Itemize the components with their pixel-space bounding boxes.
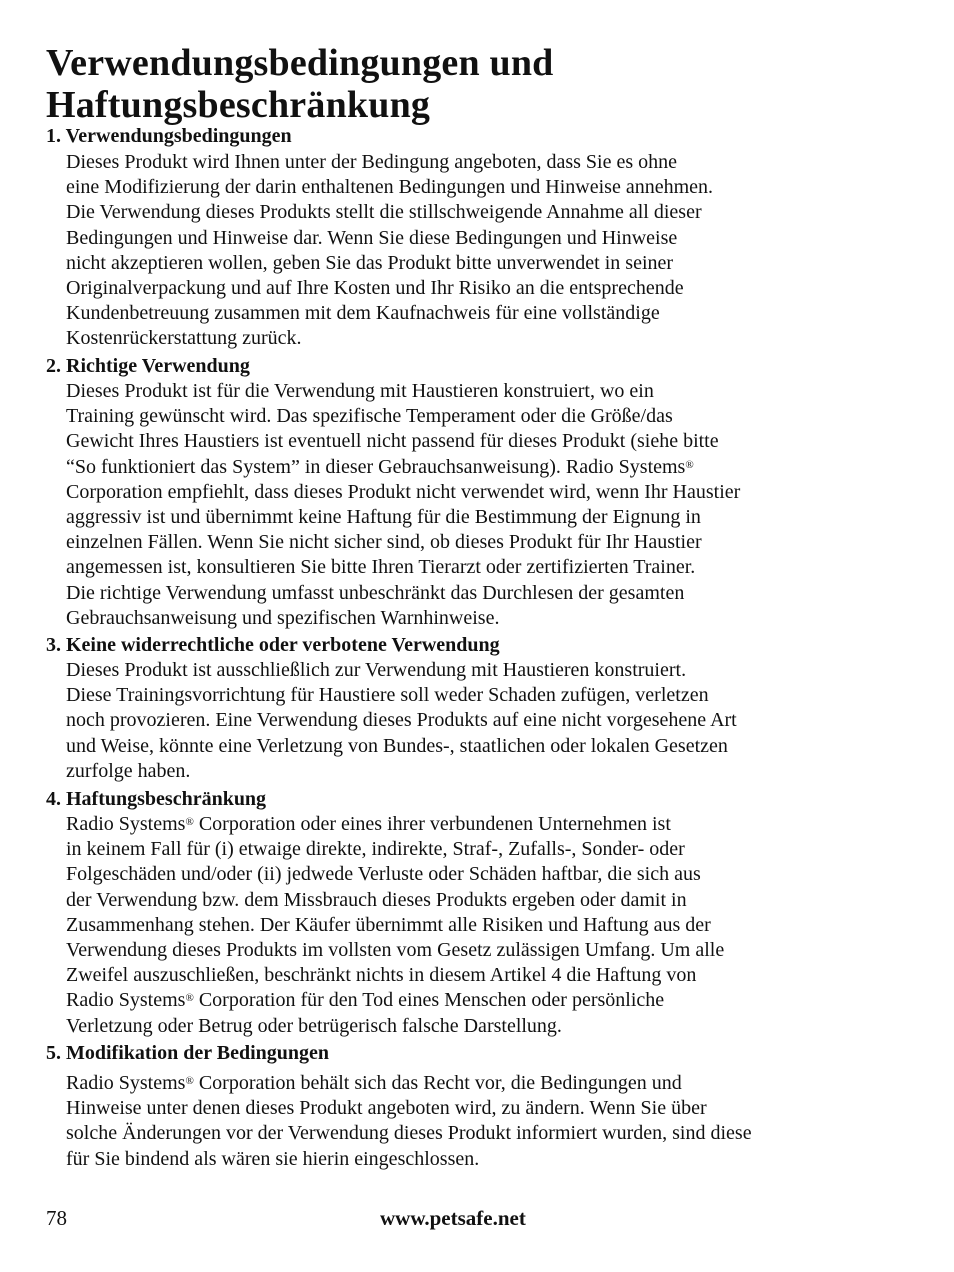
section-3-line: noch provozieren. Eine Verwendung dieses Produkts auf eine nicht vorgesehene Art [66,709,737,732]
section-2-line: Die richtige Verwendung umfasst unbeschränkt das Durchlesen der gesamten [66,581,685,604]
section-4-line: in keinem Fall für (i) etwaige direkte, indirekte, Straf-, Zufalls-, Sonder- oder [66,838,685,861]
section-3-line: Diese Trainingsvorrichtung für Haustiere soll weder Schaden zufügen, verletzen [66,684,709,707]
section-4-line: Zusammenhang stehen. Der Käufer übernimmt alle Risiken und Haftung aus der [66,913,711,936]
company-name: Radio Systems [66,989,186,1012]
section-1-body [66,150,713,352]
registered-mark: ® [185,816,194,828]
section-2-line: Gewicht Ihres Haustiers ist eventuell nicht passend für dieses Produkt (siehe bitte [66,430,719,453]
website-link[interactable]: www.petsafe.net [380,1206,526,1230]
registered-mark: ® [685,458,694,471]
section-1-line: Kundenbetreuung zusammen mit dem Kaufnachweis für eine vollständige [66,302,660,325]
section-5-body [66,1071,752,1172]
section-4-line: Folgeschäden und/oder (ii) jedwede Verluste oder Schäden haftbar, die sich aus [66,863,701,886]
section-5-line: Hinweise unter denen dieses Produkt angeboten wird, zu ändern. Wenn Sie über [66,1097,707,1120]
section-4-line: Zweifel auszuschließen, beschränkt nichts in diesem Artikel 4 die Haftung von [66,964,697,987]
page-number: 78 [46,1206,67,1230]
section-5-line-text: Corporation behält sich das Recht vor, die Bedingungen und [193,1072,682,1094]
section-2-line: Training gewünscht wird. Das spezifische Temperament oder die Größe/das [66,405,673,428]
section-5-line: solche Änderungen vor der Verwendung dieses Produkt informiert wurden, sind diese [66,1122,752,1145]
page-title-line-1: Verwendungsbedingungen und [46,42,554,84]
section-3-heading: 3. Keine widerrechtliche oder verbotene Verwendung [46,634,500,656]
section-1-line: Originalverpackung und auf Ihre Kosten und Ihr Risiko an die entsprechende [66,277,684,300]
section-5-line: für Sie bindend als wären sie hierin eingeschlossen. [66,1147,480,1170]
section-4-line [66,988,724,1013]
section-4-line: der Verwendung bzw. dem Missbrauch dieses Produkts ergeben oder damit in [66,888,687,911]
section-4-body [66,812,724,1039]
section-4-line-text: Corporation für den Tod eines Menschen oder persönliche [193,989,665,1012]
section-4-line: Verletzung oder Betrug oder betrügerisch falsche Darstellung. [66,1014,562,1037]
section-1-line: Kostenrückerstattung zurück. [66,327,302,350]
company-name: Radio Systems [66,1072,186,1094]
section-2-heading: 2. Richtige Verwendung [46,355,250,377]
section-4-line-text: Corporation oder eines ihrer verbundenen Unternehmen ist [193,813,671,835]
section-1-line: Bedingungen und Hinweise dar. Wenn Sie diese Bedingungen und Hinweise [66,226,678,249]
registered-mark: ® [185,1075,194,1087]
section-2-line-text: “So funktioniert das System” in dieser Gebrauchsanweisung). Radio Systems [66,455,686,478]
section-1-line: nicht akzeptieren wollen, geben Sie das Produkt bitte unverwendet in seiner [66,251,674,274]
section-4-line: Verwendung dieses Produkts im vollsten vom Gesetz zulässigen Umfang. Um alle [66,939,725,962]
section-4-heading: 4. Haftungsbeschränkung [46,788,267,810]
section-1-line: Dieses Produkt wird Ihnen unter der Bedingung angeboten, dass Sie es ohne [66,151,677,173]
section-1-line: eine Modifizierung der darin enthaltenen Bedingungen und Hinweise annehmen. [66,176,714,199]
section-3-line: und Weise, könnte eine Verletzung von Bundes-, staatlichen oder lokalen Gesetzen [66,734,728,757]
company-name: Radio Systems [66,813,186,835]
page-title-line-2: Haftungsbeschränkung [46,84,431,126]
section-5-heading: 5. Modifikation der Bedingungen [46,1042,330,1064]
section-5-line [66,1071,752,1096]
section-1-line: Die Verwendung dieses Produkts stellt die stillschweigende Annahme all dieser [66,201,702,224]
section-2-body [66,379,740,631]
section-2-line [66,455,740,480]
section-2-line: Dieses Produkt ist für die Verwendung mit Haustieren konstruiert, wo ein [66,380,654,402]
section-2-line: Gebrauchsanweisung und spezifischen Warnhinweise. [66,606,500,629]
page-title [46,42,906,126]
section-3-line: Dieses Produkt ist ausschließlich zur Verwendung mit Haustieren konstruiert. [66,659,687,681]
section-2-line: einzelnen Fällen. Wenn Sie nicht sicher sind, ob dieses Produkt für Ihr Haustier [66,531,702,554]
section-1-heading: 1. Verwendungsbedingungen [46,125,292,147]
registered-mark: ® [185,992,194,1005]
section-2-line: angemessen ist, konsultieren Sie bitte Ihren Tierarzt oder zertifizierten Trainer. [66,556,696,579]
section-2-line: aggressiv ist und übernimmt keine Haftung für die Bestimmung der Eignung in [66,506,701,529]
section-3-line: zurfolge haben. [66,759,191,782]
section-3-body [66,658,737,784]
section-2-line: Corporation empfiehlt, dass dieses Produkt nicht verwendet wird, wenn Ihr Haustier [66,480,741,503]
section-4-line [66,812,724,837]
